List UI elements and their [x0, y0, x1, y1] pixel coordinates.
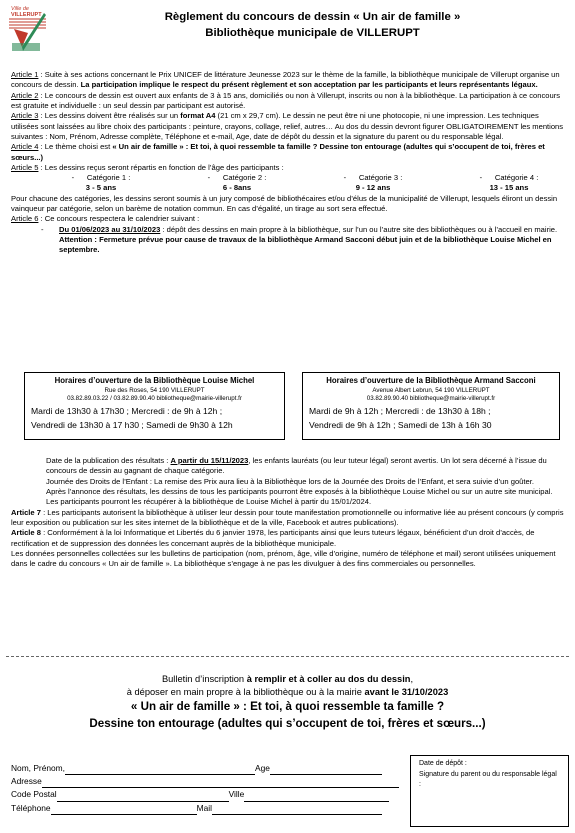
bulletin-header: Bulletin d’inscription à remplir et à coller au dos du dessin, à déposer en main propre à la bibliothèque ou à la mairie avant le 31/10/2023 « Un air de famille » : Et toi, à quoi ressemble ta famille ? Dessine ton entourage (adultes qui s’occupent de toi, frères et sœurs...) [89, 674, 486, 730]
article-1: Article 1 : Suite à ses actions concernant le Prix UNICEF de littérature Jeunesse 2023 sur le thème de la famille, la bibliothèque municipale de Villerupt organise un concours de dessin. La participation implique le respect du présent règlement et son acceptation par les participants et leurs représentants légaux. [11, 70, 560, 90]
hours-box-louise-michel: Horaires d’ouverture de la Bibliothèque Louise Michel Rue des Roses, 54 190 VILLERUPT 03.82.89.03.22 / 03.82.89.90.40 bibliotheque@mairie-villerupt.fr Mardi de 13h30 à 17h30 ; Mercredi : de 9h à 12h ; Vendredi de 13h30 à 17 h30 ; Samedi de 9h30 à 12h [24, 372, 285, 440]
article-4: Article 4 : Le thème choisi est « Un air de famille » : Et toi, à quoi ressemble ta famille ? Dessine ton entourage (adultes qui s’occupent de toi, frères et sœurs...) [11, 142, 545, 162]
age-field[interactable] [270, 766, 382, 775]
exposition: Après l’annonce des résultats, les dessins de tous les participants pourront être exposés à la bibliothèque Louise Michel ou sur un autre site municipal. Les participants pourront les récupérer à la bibliothèque de Louise Michel à partir du 15/01/2024. [46, 486, 553, 507]
articles-section [11, 70, 566, 256]
phone-field[interactable] [51, 806, 197, 815]
name-field[interactable] [65, 766, 255, 775]
contact-armand-sacconi: 03.82.89.90.40 bibliotheque@mairie-villerupt.fr [366, 395, 496, 403]
city-label: Ville [228, 789, 245, 800]
publication-date: Date de la publication des résultats : A partir du 15/11/2023, les enfants lauréats (ou leur tuteur légal) seront avertis. Un lot sera décerné à l’issue du concours de dessin au gagnant de chaque catégorie. [46, 456, 547, 476]
phone-label: Téléphone [11, 802, 51, 813]
article-5-details: Pour chacune des catégories, les dessins seront soumis à un jury composé de bibliothécaires et/ou d’élus de la municipalité de Villerupt, lesquels éliront un dessin vainqueur par catégorie, selon un barème de notation commun. En cas d’égalité, un tirage au sort sera effectué. [11, 193, 558, 214]
category-4: - Catégorie 4 : 13 - 15 ans [479, 173, 539, 193]
registration-form [11, 762, 399, 815]
results-section [11, 456, 566, 569]
villerupt-logo [6, 3, 50, 55]
postal-field[interactable] [57, 793, 229, 802]
contact-louise-michel: 03.82.89.03.22 / 03.82.89.90.40 bibliotheque@mairie-villerupt.fr [67, 395, 242, 403]
address-field[interactable] [42, 779, 399, 788]
svg-text:VILLERUPT: VILLERUPT [11, 12, 42, 18]
article-3: Article 3 : Les dessins doivent être réalisés sur un format A4 (21 cm x 29,7 cm). Le dessin ne peut être ni une photocopie, ni une impression. Les techniques utilisées sont laissées au libre choix des participants : peinture, crayons, collage, relief, autres… Au dos du dessin devront figurer OBLIGATOIREMENT les mentions suivantes : Nom, Prénom, Adresse complète, Téléphone et e-mail, Age, date de dépôt du dessin et la signature du parent ou du responsable légal. [11, 111, 564, 141]
journee-droits: Journée des Droits de l’Enfant : La remise des Prix aura lieu à la Bibliothèque lors de la Journée des Droits de l’Enfant, et sera suivie d’un goûter. [46, 476, 534, 486]
address-label: Adresse [11, 776, 42, 787]
categories [11, 173, 566, 194]
article-6: Article 6 : Ce concours respectera le calendrier suivant : [11, 214, 200, 224]
article-8: Article 8 : Conformément à la loi Informatique et Libertés du 6 janvier 1978, les participants ainsi que leurs tuteurs légaux, bénéficient d’un droit d’accès, de rectification et de suppression des données les concernant auprès de la bibliothèque municipale. [11, 528, 535, 548]
mail-label: Mail [196, 802, 212, 813]
cut-line [6, 656, 569, 657]
svg-text:Ville de: Ville de [11, 6, 29, 12]
category-1: - Catégorie 1 : 3 - 5 ans [71, 173, 131, 193]
city-field[interactable] [244, 793, 389, 802]
article-5: Article 5 : Les dessins reçus seront répartis en fonction de l’âge des participants : [11, 162, 284, 172]
category-2: - Catégorie 2 : 6 - 8ans [207, 173, 267, 193]
postal-label: Code Postal [11, 789, 57, 800]
mail-field[interactable] [212, 806, 382, 815]
signature-label: Signature du parent ou du responsable légal : [419, 770, 557, 788]
article-2: Article 2 : Le concours de dessin est ouvert aux enfants de 3 à 15 ans, domiciliés ou non à Villerupt, inscrits ou non à la bibliothèque. La participation à ce concours est gratuite et individuelle : un seul dessin par participant est autorisé. [11, 90, 561, 110]
depot-box[interactable] [410, 755, 569, 827]
article-7: Article 7 : Les participants autorisent la bibliothèque à utiliser leur dessin pour toute manifestation promotionnelle ou informative liée au présent concours (y compris leur exposition ou publication sur les sites internet de la bibliothèque et de la ville, Facebook et autres publications). [11, 507, 564, 527]
category-3: - Catégorie 3 : 9 - 12 ans [343, 173, 403, 193]
name-label: Nom, Prénom, [11, 763, 65, 773]
calendar-item: - Du 01/06/2023 au 31/10/2023 : dépôt des dessins en main propre à la bibliothèque, sur l’un ou l’autre site des bibliothèques ou à l’accueil en mairie. Attention : Fermeture prévue pour cause de travaux de la bibliothèque Armand Sacconi début juin et de la bibliothèque Louise Michel en septembre. [41, 224, 558, 255]
hours-box-armand-sacconi: Horaires d’ouverture de la Bibliothèque Armand Sacconi Avenue Albert Lebrun, 54 190 VILLERUPT 03.82.89.90.40 bibliotheque@mairie-villerupt.fr Mardi de 9h à 12h ; Mercredi : de 13h30 à 18h ; Vendredi de 9h à 12h ; Samedi de 13h à 16h 30 [302, 372, 560, 440]
depot-date-label: Date de dépôt : [419, 760, 467, 767]
article-8-data: Les données personnelles collectées sur les bulletins de participation (nom, prénom, âge, ville d’origine, numéro de téléphone et mail) seront utilisées uniquement dans le cadre du concours « Un air de famille ». La bibliothèque s’engage à ne pas les divulguer à des fins commerciales ou personnelles. [11, 548, 556, 569]
page-title: Règlement du concours de dessin « Un air de famille » Bibliothèque municipale de VILLERUPT [164, 11, 461, 40]
age-label: Age [255, 763, 270, 773]
